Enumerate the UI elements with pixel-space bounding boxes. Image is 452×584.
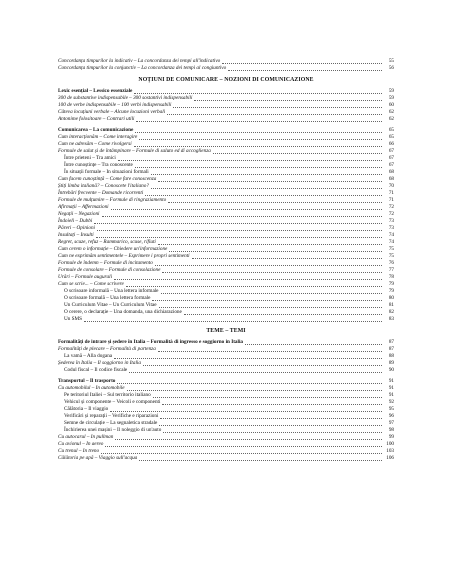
toc-entry-page: 74 [388,239,394,245]
dot-leader [173,107,382,108]
toc-entry-page: 55 [388,58,394,64]
toc-entry-page: 65 [388,134,394,140]
toc-entry-title: Formalități de intrare și ședere în Italia – Formalità di ingresso e soggiorno in Italia [58,339,244,345]
toc-entry[interactable] [58,232,394,239]
toc-entry[interactable] [58,360,394,367]
toc-entry[interactable] [58,239,394,246]
table-of-contents [58,58,394,462]
toc-entry-page: 56 [388,65,394,71]
dot-leader [139,460,382,461]
toc-entry-page: 75 [388,246,394,252]
toc-entry-page: 103 [386,448,394,454]
toc-entry-title: Concordanța timpurilor la conjunctiv – La concordanza dei tempi al congiuntivo [58,65,227,71]
dot-leader [135,132,382,133]
dot-leader [162,272,382,273]
toc-entry-page: 72 [388,204,394,210]
toc-entry-title: Călătoria pe apă – Viaggio sull'acqua [58,455,138,461]
toc-entry[interactable] [58,420,394,427]
toc-entry-title: Un SMS [64,316,83,322]
toc-entry-title: Negații – Negazioni [58,211,100,217]
toc-entry-page: 88 [388,353,394,359]
toc-entry-title: Codul fiscal – Il codice fiscale [64,367,128,373]
dot-leader [245,344,382,345]
toc-entry[interactable] [58,267,394,274]
toc-entry[interactable] [58,141,394,148]
toc-entry[interactable] [58,385,394,392]
dot-leader [152,300,382,301]
toc-entry[interactable] [58,95,394,102]
dot-leader [134,146,382,147]
toc-entry[interactable] [58,413,394,420]
dot-leader [135,167,382,168]
dot-leader [94,223,382,224]
toc-entry-title: Cum ne exprimăm sentimentele – Esprimere i propri sentimenti [58,253,190,259]
dot-leader [161,293,383,294]
toc-entry-page: 62 [388,109,394,115]
dot-leader [228,70,382,71]
toc-entry-page: 71 [388,197,394,203]
toc-entry-title: Afirmații – Affermazioni [58,204,109,210]
dot-leader [118,160,382,161]
toc-entry-page: 82 [388,309,394,315]
toc-entry[interactable] [58,427,394,434]
toc-entry-title: Șederea în Italia – Il soggiorno in Italia [58,360,141,366]
dot-leader [117,383,382,384]
toc-entry[interactable] [58,346,394,353]
toc-entry-title: Între prieteni – Tra amici [64,155,116,161]
dot-leader [162,404,382,405]
dot-leader [155,265,382,266]
dot-leader [160,418,382,419]
toc-entry-page: 72 [388,211,394,217]
toc-entry-page: 67 [388,155,394,161]
toc-entry-title: Formule de mulțumire – Formule di ringraziamento [58,197,167,203]
toc-entry-title: Cu avionul – In aereo [58,441,104,447]
dot-leader [97,230,382,231]
dot-leader [213,153,382,154]
toc-entry-title: 300 de substantive indispensabile – 300 sostantivi indispensabili [58,95,193,101]
toc-entry-page: 73 [388,218,394,224]
dot-leader [136,121,382,122]
toc-entry-page: 81 [388,302,394,308]
dot-leader [167,114,382,115]
toc-entry[interactable] [58,58,394,65]
toc-entry-page: 68 [388,176,394,182]
toc-entry-page: 87 [388,346,394,352]
toc-entry[interactable] [58,339,394,346]
toc-entry[interactable] [58,434,394,441]
toc-entry[interactable] [58,302,394,309]
toc-entry-title: Insultați – Insulti [58,232,94,238]
toc-entry-page: 73 [388,225,394,231]
toc-entry-page: 92 [388,399,394,405]
toc-entry-page: 100 [386,441,394,447]
toc-entry-title: Formule de consolare – Formule di consolazione [58,267,161,273]
toc-entry-page: 91 [388,378,394,384]
dot-leader [126,286,382,287]
toc-entry[interactable] [58,88,394,95]
dot-leader [158,181,382,182]
toc-entry-title: În situații formale – In situazioni formali [64,169,149,175]
toc-entry[interactable] [58,309,394,316]
toc-entry-page: 71 [388,190,394,196]
toc-entry-title: Urări – Formule augurali [58,274,113,280]
toc-entry-title: Cu autocarul – In pullman [58,434,114,440]
toc-entry-title: O scrisoare formală – Una lettera formale [64,295,151,301]
section-heading: NOȚIUNI DE COMUNICARE – NOZIONI DI COMUNICAZIONE [138,77,314,83]
dot-leader [168,202,382,203]
dot-leader [114,279,382,280]
toc-entry-title: Păreri – Opinioni [58,225,95,231]
toc-entry-title: Cum cerem o informație – Chiedere un'informazione [58,246,168,252]
toc-entry-title: Vehicul și componente – Veicoli e componenti [64,399,161,405]
toc-entry-title: Formule de salut și de întâmpinare – Formule di saluto ed di accoglienza [58,148,211,154]
toc-entry[interactable] [58,169,394,176]
toc-entry[interactable] [58,367,394,374]
toc-entry[interactable] [58,197,394,204]
toc-entry[interactable] [58,134,394,141]
toc-entry[interactable] [58,204,394,211]
toc-entry-page: 78 [388,274,394,280]
toc-entry[interactable] [58,448,394,455]
toc-entry-title: Între cunoștințe – Tra conoscente [64,162,133,168]
toc-entry-page: 79 [388,288,394,294]
toc-entry-page: 91 [388,392,394,398]
toc-entry[interactable] [58,148,394,155]
toc-entry-title: Formule de îndemn – Formule di incitamento [58,260,153,266]
toc-entry-title: Antonime folositoare – Contrari utili [58,116,135,122]
toc-entry[interactable] [58,353,394,360]
toc-entry-page: 67 [388,148,394,154]
toc-entry-page: 79 [388,281,394,287]
dot-leader [158,351,382,352]
toc-entry-page: 75 [388,253,394,259]
dot-leader [159,425,382,426]
toc-entry[interactable] [58,162,394,169]
toc-entry-title: Verificări și reparații – Verifiche e riparazioni [64,413,159,419]
toc-entry-title: Cum interacționăm – Come interagire [58,134,138,140]
toc-entry[interactable] [58,378,394,385]
toc-entry-title: Știți limba italiană? – Conoscete l'italiano? [58,183,149,189]
toc-entry[interactable] [58,246,394,253]
toc-entry-page: 99 [388,434,394,440]
toc-entry-page: 96 [388,413,394,419]
toc-entry-page: 87 [388,339,394,345]
toc-entry-page: 67 [388,162,394,168]
toc-entry-page: 98 [388,427,394,433]
toc-entry-page: 89 [388,360,394,366]
toc-entry-page: 95 [388,406,394,412]
toc-entry-page: 76 [388,260,394,266]
toc-entry[interactable] [58,211,394,218]
toc-entry[interactable] [58,225,394,232]
toc-entry-title: 100 de verbe indispensabile – 100 verbi indispensabili [58,102,172,108]
toc-entry[interactable] [58,127,394,134]
toc-entry[interactable] [58,260,394,267]
dot-leader [143,365,382,366]
toc-entry[interactable] [58,109,394,116]
dot-leader [184,314,382,315]
section-heading: TEME – TEMI [206,328,246,334]
toc-entry[interactable] [58,406,394,413]
toc-entry-title: Îndoieli – Dubbi [58,218,93,224]
toc-entry-title: Cu automobilul – In automobile [58,385,125,391]
toc-entry-title: Câteva locuțiuni verbale – Alcune locuzioni verbali [58,109,166,115]
toc-entry-page: 60 [388,102,394,108]
toc-entry-title: Cum facem cunoștință – Come fare conoscenza [58,176,157,182]
toc-entry[interactable] [58,281,394,288]
toc-entry-page: 68 [388,169,394,175]
toc-entry[interactable] [58,218,394,225]
dot-leader [127,390,382,391]
dot-leader [151,188,382,189]
dot-leader [102,216,383,217]
dot-leader [115,439,382,440]
toc-entry[interactable] [58,102,394,109]
dot-leader [222,63,382,64]
toc-entry-page: 62 [388,116,394,122]
toc-entry-title: Concordanța timpurilor la indicativ – La concordanza dei tempi all'indicativo [58,58,221,64]
dot-leader [134,93,382,94]
toc-entry[interactable] [58,176,394,183]
toc-entry-page: 77 [388,267,394,273]
toc-entry-title: Închirierea unei mașini – Il noleggio di un'auto [64,427,162,433]
toc-entry-page: 70 [388,183,394,189]
dot-leader [145,195,382,196]
dot-leader [111,209,382,210]
toc-entry-page: 74 [388,232,394,238]
toc-entry-page: 66 [388,141,394,147]
dot-leader [114,358,382,359]
dot-leader [101,453,382,454]
toc-entry-title: La vamă – Alla dogana [64,353,113,359]
dot-leader [84,321,382,322]
toc-entry-title: Transportul – Il trasporto [58,378,116,384]
dot-leader [153,397,382,398]
toc-entry[interactable] [58,274,394,281]
toc-entry-title: Pe teritoriul Italiei – Sul territorio italiano [64,392,151,398]
dot-leader [139,139,382,140]
toc-entry-title: Lexic esențial – Lessico essenziale [58,88,133,94]
toc-entry-page: 97 [388,420,394,426]
toc-entry-title: Cum se scrie... – Come scrivere [58,281,124,287]
toc-entry-page: 65 [388,127,394,133]
dot-leader [129,372,382,373]
toc-entry-page: 80 [388,295,394,301]
toc-entry-title: Cu trenul – In treno [58,448,100,454]
toc-entry[interactable] [58,295,394,302]
toc-entry[interactable] [58,455,394,462]
toc-entry-title: O cerere, o declarație – Una domanda, una dichiarazione [64,309,182,315]
toc-entry-title: Un Curriculum Vitae – Un Curriculum Vitae [64,302,157,308]
toc-entry[interactable] [58,316,394,323]
toc-entry[interactable] [58,253,394,260]
toc-entry[interactable] [58,116,394,123]
dot-leader [159,307,382,308]
toc-entry[interactable] [58,441,394,448]
dot-leader [96,237,382,238]
toc-entry-page: 91 [388,385,394,391]
toc-entry[interactable] [58,190,394,197]
toc-entry[interactable] [58,288,394,295]
toc-entry-page: 83 [388,316,394,322]
dot-leader [151,174,382,175]
toc-entry[interactable] [58,65,394,72]
toc-entry-title: O scrisoare informală – Una lettera informale [64,288,159,294]
toc-entry-title: Semne de circulație – La segnaletica stradale [64,420,158,426]
dot-leader [158,244,382,245]
toc-entry-page: 59 [388,95,394,101]
toc-entry-page: 106 [386,455,394,461]
toc-entry-title: Călătoria – Il viaggio [64,406,109,412]
dot-leader [163,432,382,433]
toc-entry[interactable] [58,183,394,190]
toc-entry[interactable] [58,399,394,406]
toc-entry[interactable] [58,155,394,162]
toc-entry-title: Comunicarea – La comunicazione [58,127,134,133]
dot-leader [194,100,382,101]
toc-entry-title: Întrebări frecvente – Domande ricorrenti [58,190,144,196]
dot-leader [110,411,382,412]
dot-leader [169,251,382,252]
toc-entry-title: Cum ne adresăm – Come rivolgersi [58,141,132,147]
toc-entry-page: 90 [388,367,394,373]
dot-leader [105,446,382,447]
toc-entry-title: Formalități de plecare – Formalità di partenza [58,346,156,352]
toc-entry[interactable] [58,392,394,399]
toc-entry-title: Regret, scuze, refuz – Rammarico, scuse, rifiuti [58,239,156,245]
dot-leader [192,258,382,259]
toc-entry-page: 59 [388,88,394,94]
